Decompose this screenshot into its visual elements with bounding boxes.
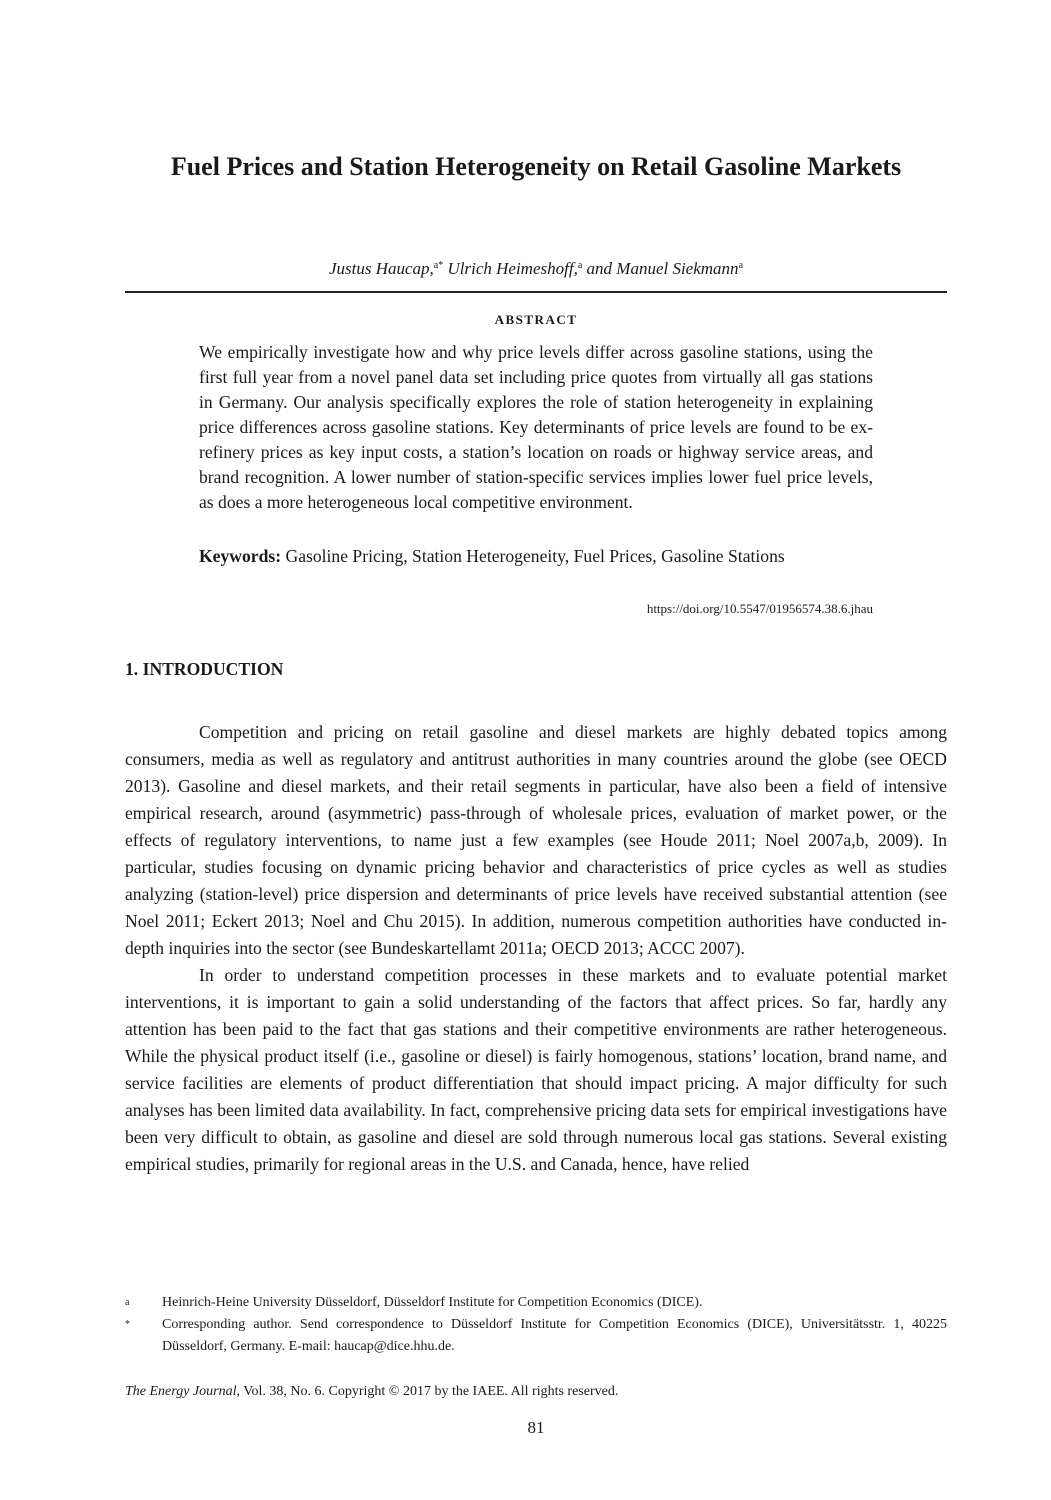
author-2-affiliation-mark: a	[577, 260, 583, 271]
abstract-heading: ABSTRACT	[494, 312, 578, 327]
page-number: 81	[527, 1418, 545, 1437]
introduction-body	[125, 719, 947, 1178]
footnote-text: Corresponding author. Send correspondence to Düsseldorf Institute for Competition Economics (DICE), Universitätsstr. 1, 40225 Düsseldorf, Germany. E-mail: haucap@dice.hhu.de.	[162, 1317, 947, 1354]
author-1-affiliation-mark: a*	[433, 260, 444, 271]
journal-name: The Energy Journal	[125, 1384, 237, 1399]
keywords	[199, 544, 873, 569]
footnotes	[125, 1292, 947, 1358]
section-heading: 1. INTRODUCTION	[125, 659, 284, 679]
footnote-text: Heinrich-Heine University Düsseldorf, Düsseldorf Institute for Competition Economics (DICE).	[162, 1295, 703, 1310]
journal-details: , Vol. 38, No. 6. Copyright © 2017 by the IAEE. All rights reserved.	[236, 1384, 619, 1399]
footnote-mark: *	[125, 1319, 130, 1330]
footnote	[125, 1314, 947, 1358]
keywords-label: Keywords:	[199, 546, 282, 566]
doi-link[interactable]: https://doi.org/10.5547/01956574.38.6.jhau	[646, 601, 873, 616]
paragraph: Competition and pricing on retail gasoline and diesel markets are highly debated topics among consumers, media as well as regulatory and antitrust authorities in many countries around the globe (see OECD 2013). Gasoline and diesel markets, and their retail segments in particular, have also been a field of intensive empirical research, around (asymmetric) pass-through of wholesale prices, evaluation of market power, or the effects of regulatory interventions, to name just a few examples (see Houde 2011; Noel 2007a,b, 2009). In particular, studies focusing on dynamic pricing behavior and characteristics of price cycles as well as studies analyzing (station-level) price dispersion and determinants of price levels have received substantial attention (see Noel 2011; Eckert 2013; Noel and Chu 2015). In addition, numerous competition authorities have conducted in-depth inquiries into the sector (see Bundeskartellamt 2011a; OECD 2013; ACCC 2007).	[125, 722, 947, 958]
paragraph: In order to understand competition processes in these markets and to evaluate potential market interventions, it is important to gain a solid understanding of the factors that affect prices. So far, hardly any attention has been paid to the fact that gas stations and their competitive environments are rather heterogeneous. While the physical product itself (i.e., gasoline or diesel) is fairly homogenous, stations’ location, brand name, and service facilities are elements of product differentiation that should impact pricing. A major difficulty for such analyses has been limited data availability. In fact, comprehensive pricing data sets for empirical investigations have been very difficult to obtain, as gasoline and diesel are sold through numerous local gas stations. Several existing empirical studies, primarily for regional areas in the U.S. and Canada, hence, have relied	[125, 965, 947, 1174]
footnote-mark: a	[125, 1297, 130, 1308]
author-3-name: and Manuel Siekmann	[582, 259, 739, 278]
paper-title: Fuel Prices and Station Heterogeneity on Retail Gasoline Markets	[170, 152, 902, 181]
keywords-list: Gasoline Pricing, Station Heterogeneity, Fuel Prices, Gasoline Stations	[281, 546, 785, 566]
author-1-name: Justus Haucap,	[328, 259, 434, 278]
journal-citation	[125, 1384, 618, 1400]
author-2-name: Ulrich Heimeshoff,	[443, 259, 578, 278]
footnote	[125, 1292, 947, 1314]
abstract-text: We empirically investigate how and why price levels differ across gasoline stations, using the first full year from a novel panel data set including price quotes from virtually all gas stations in Germany. Our analysis specifically explores the role of station heterogeneity in explaining price differences across gasoline stations. Key determinants of price levels are found to be ex-refinery prices as key input costs, a station’s location on roads or highway service areas, and brand recognition. A lower number of station-specific services implies lower fuel price levels, as does a more heterogeneous local competitive environment.	[199, 342, 873, 512]
author-3-affiliation-mark: a	[738, 260, 744, 271]
author-line	[125, 258, 947, 280]
header-divider	[125, 291, 947, 293]
